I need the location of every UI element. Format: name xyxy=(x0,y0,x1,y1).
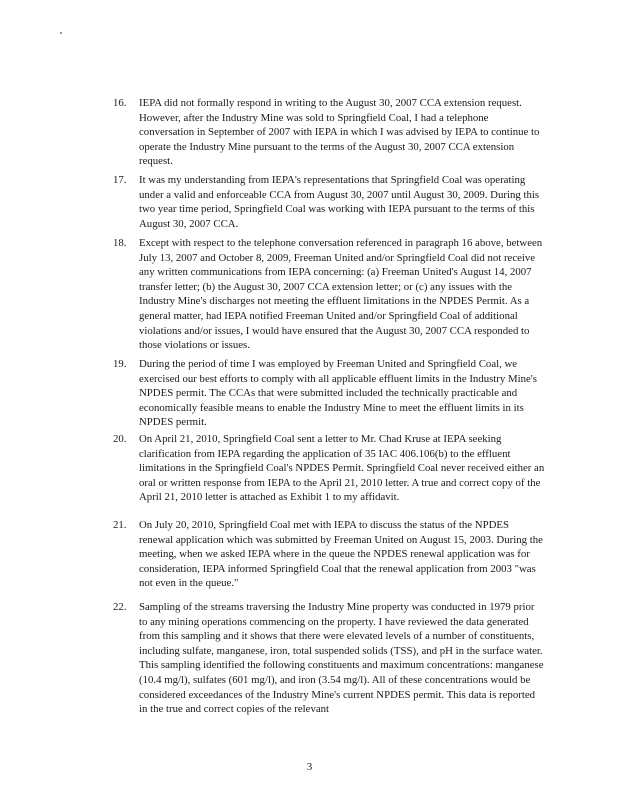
paragraph-21 xyxy=(113,518,545,591)
paragraph-number: 21. xyxy=(113,519,127,531)
paragraph-18 xyxy=(113,236,545,353)
paragraph-text: IEPA did not formally respond in writing to the August 30, 2007 CCA extension request. However, after the Industry Mine was sold to Springfield Coal, I had a telephone conversation in September of 2007 with IEPA in which I was advised by IEPA to continue to operate the Industry Mine pursuant to the terms of the August 30, 2007 CCA extension request. xyxy=(139,97,540,168)
scan-mark xyxy=(60,32,62,34)
paragraph-text: Sampling of the streams traversing the Industry Mine property was conducted in 1979 prior to any mining operations commencing on the property. I have reviewed the data generated from this sampling and it shows that there were elevated levels of a number of constituents, including sulfate, manganese, iron, total suspended solids (TSS), and pH in the surface water. This sampling identified the following constituents and maximum concentrations: manganese (10.4 mg/l), sulfates (601 mg/l), and iron (3.54 mg/l). All of these concentrations would be considered exceedances of the Industry Mine's current NPDES permit. This data is reported in the true and correct copies of the relevant xyxy=(139,601,544,716)
paragraph-19 xyxy=(113,357,545,430)
paragraph-20 xyxy=(113,432,545,505)
paragraph-text: On April 21, 2010, Springfield Coal sent a letter to Mr. Chad Kruse at IEPA seeking clarification from IEPA regarding the application of 35 IAC 406.106(b) to the effluent limitations in the Springfield Coal's NPDES Permit. Springfield Coal never received either an oral or written response from IEPA to the April 21, 2010 letter. A true and correct copy of the April 21, 2010 letter is attached as Exhibit 1 to my affidavit. xyxy=(139,433,545,504)
paragraph-number: 17. xyxy=(113,174,127,186)
paragraph-text: Except with respect to the telephone conversation referenced in paragraph 16 above, between July 13, 2007 and October 8, 2009, Freeman United and/or Springfield Coal did not receive any written communications from IEPA concerning: (a) Freeman United's August 14, 2007 transfer letter; (b) the August 30, 2007 CCA extension letter; or (c) any issues with the Industry Mine's discharges not meeting the effluent limitations in the NPDES Permit. As a general matter, had IEPA notified Freeman United and/or Springfield Coal of additional violations and/or issues, I would have ensured that the August 30, 2007 CCA responded to those violations or issues. xyxy=(139,237,543,352)
paragraph-16 xyxy=(113,96,545,169)
paragraph-number: 16. xyxy=(113,97,127,109)
paragraph-number: 18. xyxy=(113,237,127,249)
paragraph-number: 20. xyxy=(113,433,127,445)
paragraph-text: During the period of time I was employed by Freeman United and Springfield Coal, we exercised our best efforts to comply with all applicable effluent limits in the Industry Mine's NPDES permit. The CCAs that were submitted included the technically practicable and economically feasible means to enable the Industry Mine to meet the effluent limits in its NPDES permit. xyxy=(139,358,537,429)
paragraph-number: 22. xyxy=(113,601,127,613)
paragraph-22 xyxy=(113,600,545,717)
paragraph-17 xyxy=(113,173,545,231)
paragraph-text: It was my understanding from IEPA's representations that Springfield Coal was operating under a valid and enforceable CCA from August 30, 2007 until August 30, 2009. During this two year time period, Springfield Coal was working with IEPA pursuant to the terms of this August 30, 2007 CCA. xyxy=(139,174,540,230)
page-number: 3 xyxy=(306,761,313,773)
paragraph-text: On July 20, 2010, Springfield Coal met with IEPA to discuss the status of the NPDES renewal application which was submitted by Freeman United on August 15, 2003. During the meeting, when we asked IEPA where in the queue the NPDES renewal application was for consideration, IEPA informed Springfield Coal that the renewal application from 2003 "was not even in the queue." xyxy=(139,519,543,590)
paragraph-number: 19. xyxy=(113,358,127,370)
